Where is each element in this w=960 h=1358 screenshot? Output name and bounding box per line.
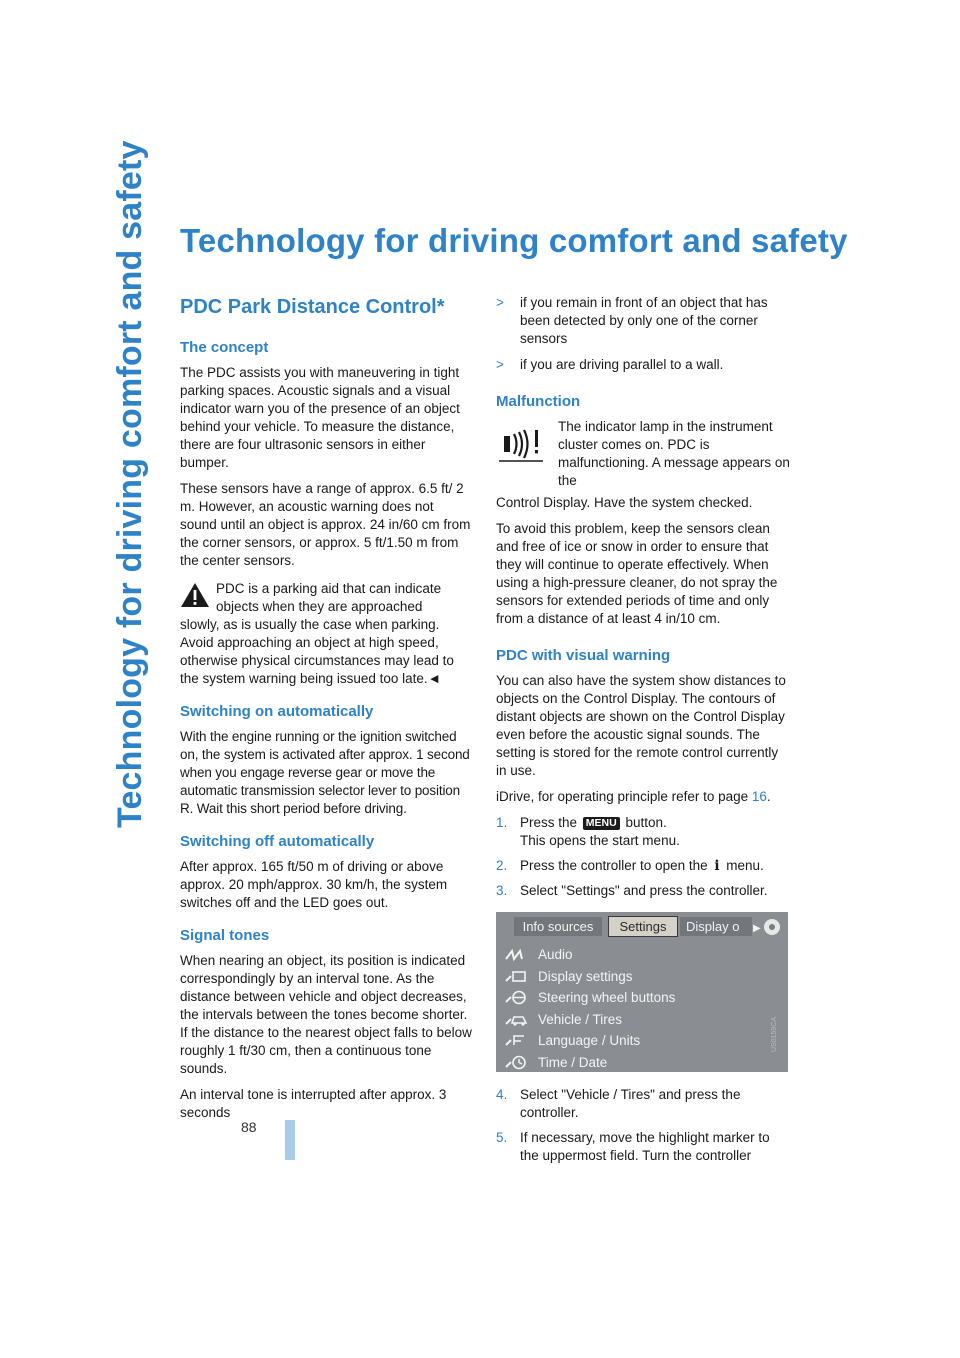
signal-tones-paragraph-2: An interval tone is interrupted after approx. 3 seconds <box>180 1087 447 1120</box>
switch-on-text: With the engine running or the ignition switched on, the system is activated after approx. 1 second when you engage reverse gear or move the automatic transmission selector lever to position R. Wait this short period before driving. <box>180 729 470 816</box>
warning-line-2: objects when they are approached <box>216 599 423 614</box>
step-text: Press the <box>520 815 581 830</box>
menu-row-vehicle-tires <box>504 1009 675 1031</box>
bullet-marker: > <box>496 357 504 372</box>
heading-concept: The concept <box>180 339 269 356</box>
tab-info-sources: Info sources <box>514 917 602 936</box>
warning-note <box>180 580 474 688</box>
arrow-right-icon: ▶ <box>753 923 761 934</box>
list-item <box>496 294 790 348</box>
menu-row-label: Audio <box>538 947 573 962</box>
idrive-end: . <box>766 789 771 804</box>
menu-row-audio <box>504 944 675 966</box>
display-settings-icon <box>504 969 528 984</box>
menu-row-label: Vehicle / Tires <box>538 1011 623 1027</box>
page-title: Technology for driving comfort and safety <box>180 222 848 259</box>
menu-row-label: Time / Date <box>538 1054 608 1070</box>
heading-signal-tones: Signal tones <box>180 927 270 944</box>
concept-paragraph-1: The PDC assists you with maneuvering in tight parking spaces. Acoustic signals and a visual indicator warn you of the presence of an object behind your vehicle. To measure the distance, there are four ultrasonic sensors in either bumper. <box>180 365 460 470</box>
step-item <box>496 814 790 850</box>
list-item-text: if you are driving parallel to a wall. <box>520 357 724 372</box>
section-title-pdc: PDC Park Distance Control* <box>180 296 445 318</box>
right-column <box>496 294 790 1172</box>
menu-row-language-units <box>504 1030 675 1052</box>
step-item <box>496 1129 790 1165</box>
info-menu-icon: i <box>714 858 720 874</box>
step-text: This opens the start menu. <box>520 833 680 848</box>
malfunction-lamp-note <box>496 418 790 490</box>
menu-row-steering-wheel <box>504 987 675 1009</box>
warning-line-1: PDC is a parking aid that can indicate <box>216 581 442 596</box>
menu-row-label: Steering wheel buttons <box>538 990 676 1005</box>
malfunction-lamp-text-cont: Control Display. Have the system checked. <box>496 495 753 510</box>
vehicle-icon <box>504 1012 528 1027</box>
menu-row-label: Display settings <box>538 968 633 984</box>
heading-switch-off: Switching off automatically <box>180 833 375 850</box>
step-number: 2. <box>496 858 508 873</box>
step-text: menu. <box>722 858 764 873</box>
controller-knob-icon <box>764 919 780 935</box>
chapter-side-title: Technology for driving comfort and safety <box>111 140 149 828</box>
step-text: Press the controller to open the <box>520 858 712 873</box>
pdc-indicator-lamp-icon <box>498 422 544 462</box>
steps-list-a <box>496 814 790 900</box>
malfunction-paragraph-2: To avoid this problem, keep the sensors clean and free of ice or snow in order to ensure that they will continue to operate effectively. When using a high-pressure cleaner, do not spray the sensors for extended periods of time and only from a distance of at least 4 in/10 cm. <box>496 521 778 626</box>
language-units-icon <box>504 1033 528 1048</box>
idrive-reference <box>496 788 790 806</box>
malfunction-lamp-text: The indicator lamp in the instrument cluster comes on. PDC is malfunctioning. A message appears on the <box>558 419 790 488</box>
concept-paragraph-2: These sensors have a range of approx. 6.5 ft/ 2 m. However, an acoustic warning does not sound until an object is approx. 24 in/60 cm from the corner sensors, or approx. 5 ft/1.50 m from the center sensors. <box>180 481 471 568</box>
menu-row-label: Language / Units <box>538 1033 641 1048</box>
step-number: 3. <box>496 883 508 898</box>
step-item <box>496 857 790 875</box>
step-text: Select "Settings" and press the controller. <box>520 883 768 898</box>
tab-display-options: Display o <box>680 917 752 936</box>
control-display-screenshot <box>496 912 788 1072</box>
image-code: US0159CA <box>771 1016 778 1052</box>
step-item <box>496 882 790 900</box>
step-number: 5. <box>496 1130 508 1145</box>
bullet-marker: > <box>496 295 504 310</box>
page-number: 88 <box>241 1119 257 1135</box>
left-column <box>180 294 474 1130</box>
step-text: button. <box>621 815 667 830</box>
tab-settings: Settings <box>608 916 678 937</box>
heading-visual-warning: PDC with visual warning <box>496 647 671 664</box>
step-number: 4. <box>496 1087 508 1102</box>
interval-exceptions-list <box>496 294 790 374</box>
screen-tab-bar <box>496 914 788 938</box>
list-item <box>496 356 790 374</box>
warning-triangle-icon <box>180 582 210 608</box>
list-item-text: if you remain in front of an object that has been detected by only one of the corner sensors <box>520 295 768 346</box>
switch-off-text: After approx. 165 ft/50 m of driving or above approx. 20 mph/approx. 30 km/h, the system switches off and the LED goes out. <box>180 859 448 910</box>
clock-icon <box>504 1055 528 1070</box>
page-link-16[interactable]: 16 <box>751 789 767 804</box>
signal-tones-paragraph-1: When nearing an object, its position is indicated correspondingly by an interval tone. As the distance between vehicle and object decreases, the intervals between the tones become shorter. If the distance to the nearest object falls to below roughly 1 ft/30 cm, then a continuous tone sounds. <box>180 953 472 1076</box>
warning-text: slowly, as is usually the case when parking. Avoid approaching an object at high speed, otherwise physical circumstances may lead to the system warning being issued too late.◄ <box>180 617 454 686</box>
step-text: Select "Vehicle / Tires" and press the controller. <box>520 1087 741 1120</box>
steps-list-b <box>496 1086 790 1165</box>
steering-wheel-icon <box>504 990 528 1005</box>
menu-button-icon: MENU <box>583 817 620 830</box>
screen-menu-list <box>504 944 675 1072</box>
menu-row-time-date <box>504 1052 675 1073</box>
step-text: If necessary, move the highlight marker to the uppermost field. Turn the controller <box>520 1130 770 1163</box>
visual-warning-paragraph: You can also have the system show distances to objects on the Control Display. The contours of distant objects are shown on the Control Display even before the acoustic signal sounds. The setting is stored for the remote control currently in use. <box>496 673 786 778</box>
audio-icon <box>504 947 528 962</box>
heading-switch-on: Switching on automatically <box>180 703 374 720</box>
heading-malfunction: Malfunction <box>496 393 581 410</box>
menu-row-display-settings <box>504 966 675 988</box>
step-number: 1. <box>496 815 508 830</box>
idrive-text: iDrive, for operating principle refer to page <box>496 789 752 804</box>
step-item <box>496 1086 790 1122</box>
